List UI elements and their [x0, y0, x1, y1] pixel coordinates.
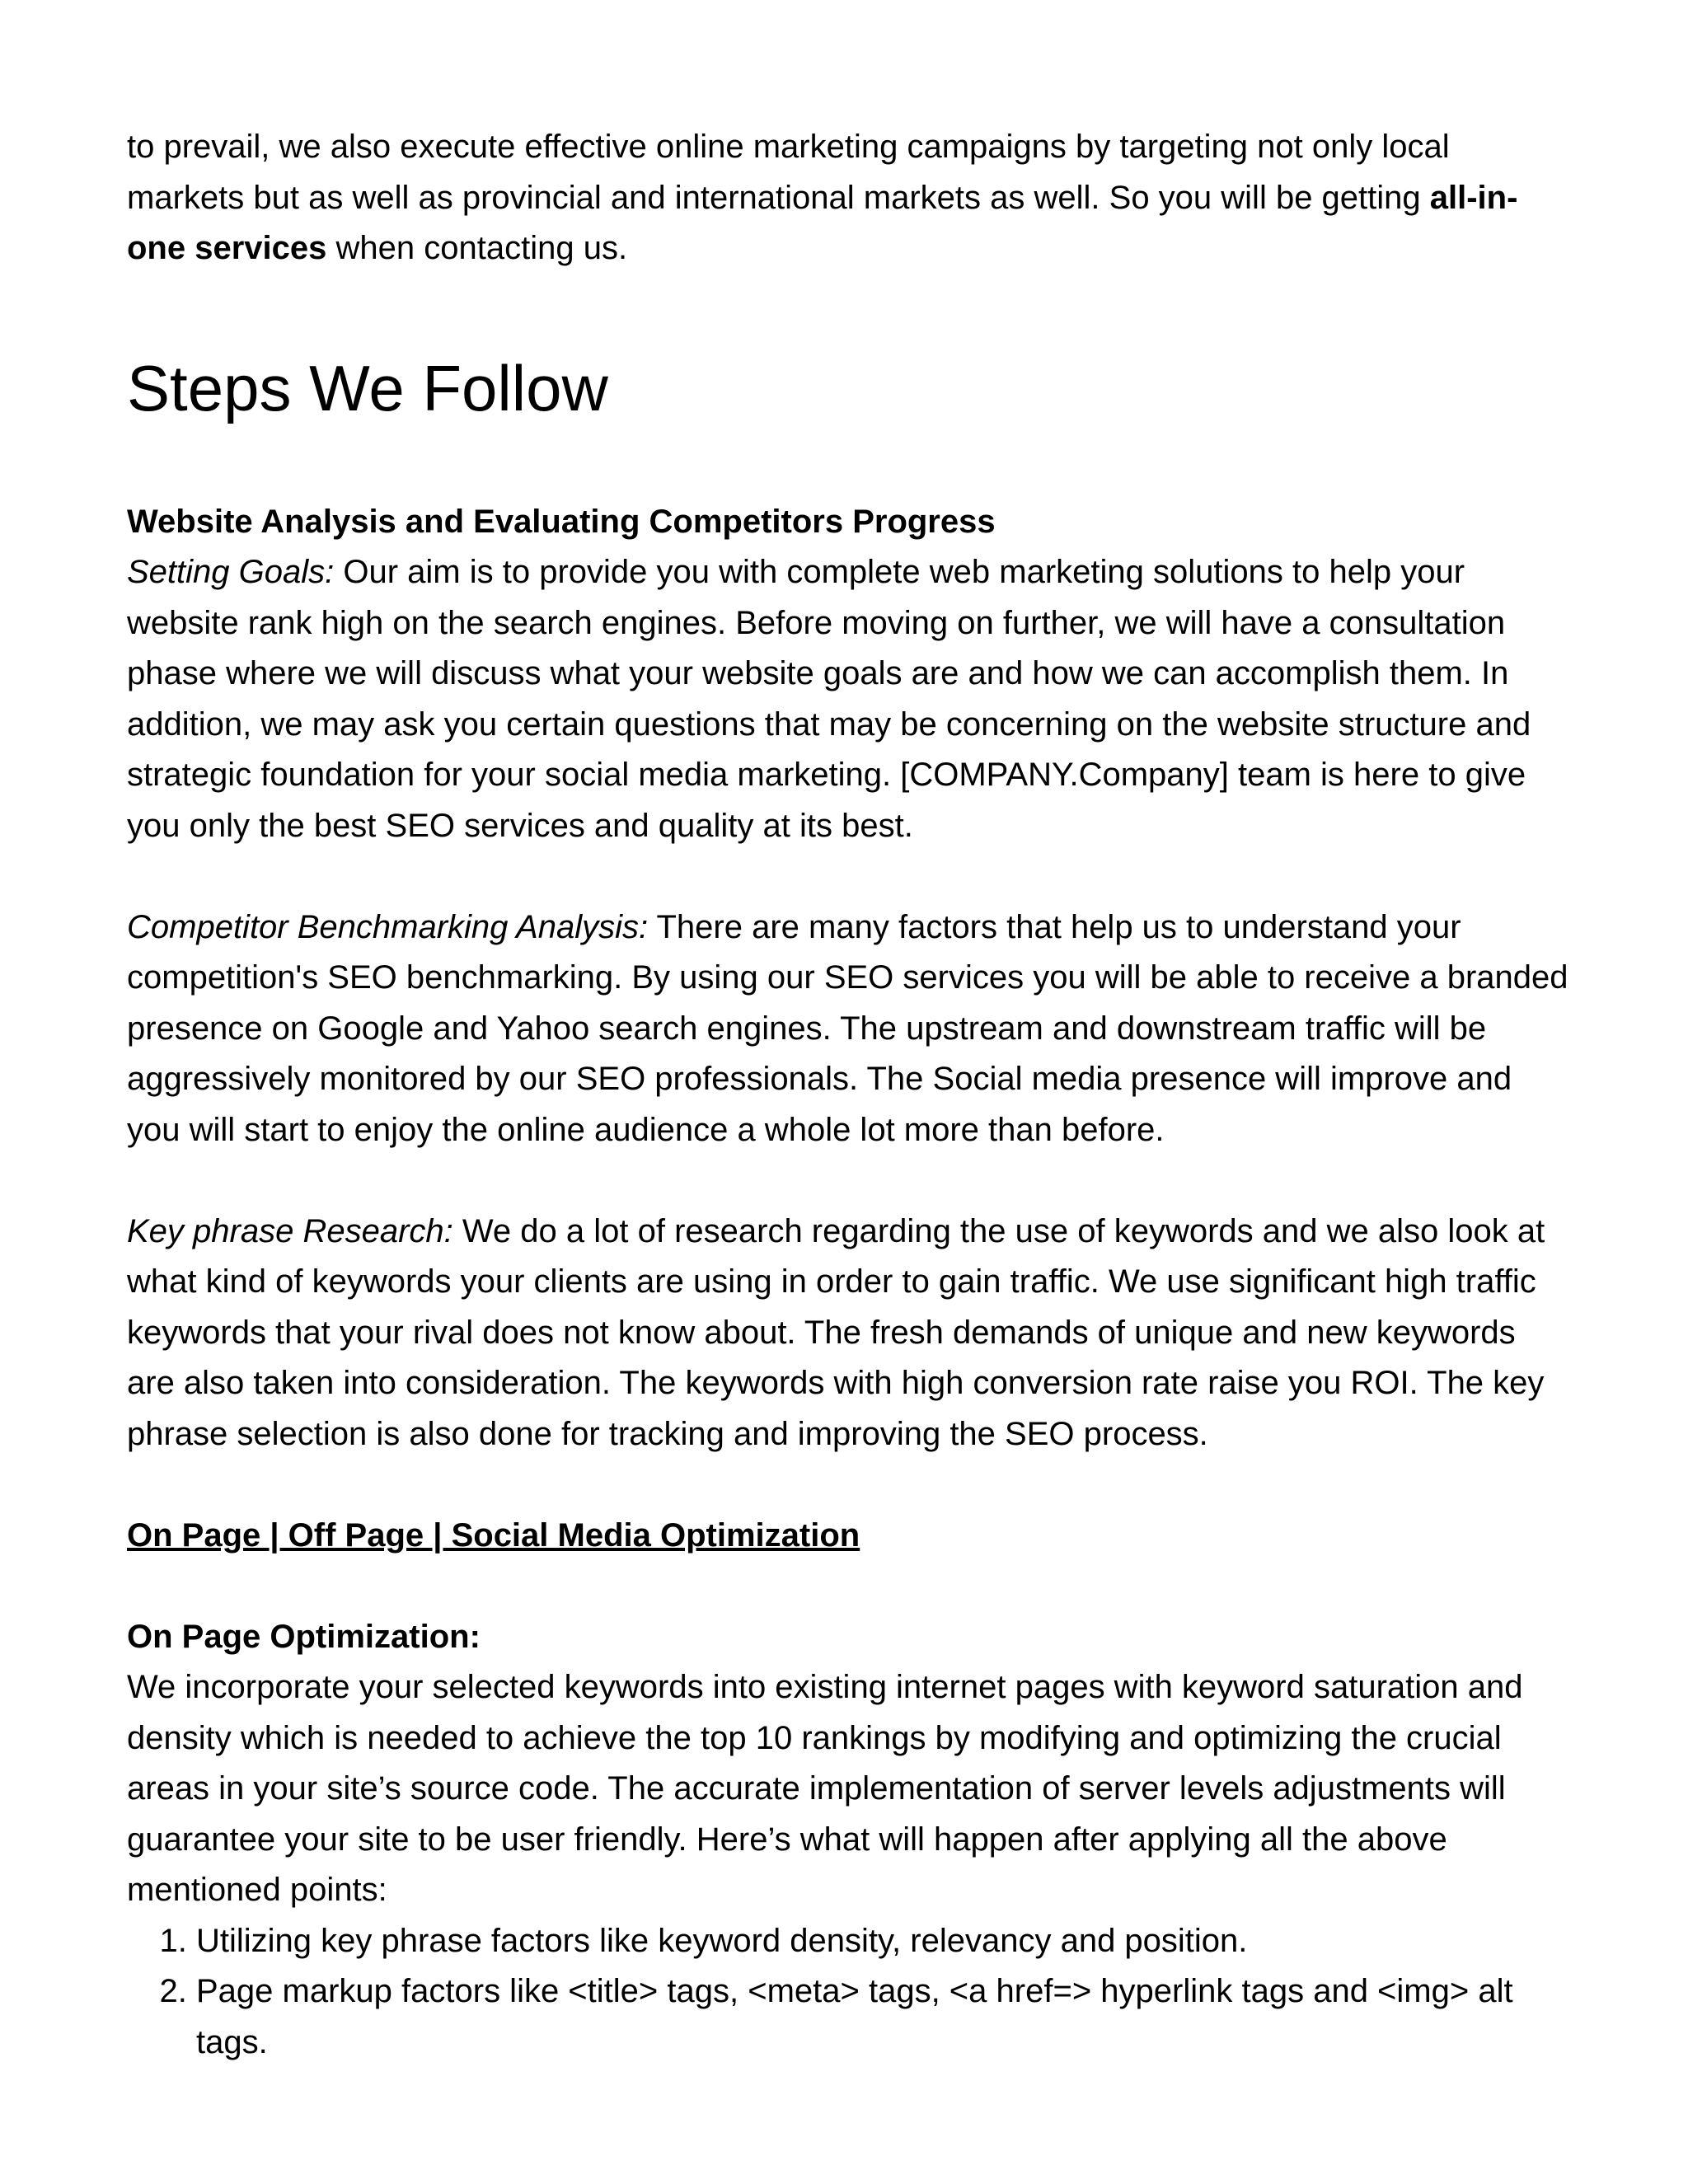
intro-paragraph [127, 122, 1569, 274]
intro-text-end: when contacting us. [326, 230, 628, 266]
intro-bold-phrase: all-in-one services [127, 179, 1518, 266]
list-item: 1. Utilizing key phrase factors like keyword density, relevancy and position. [196, 1916, 1569, 1967]
intro-text: to prevail, we also execute effective online marketing campaigns by targeting not only local markets but as well as provincial and international markets as well. So you will be getting [127, 129, 1450, 216]
section-title-on-page: On Page Optimization: [127, 1618, 481, 1655]
lead-benchmarking: Competitor Benchmarking Analysis: [127, 908, 649, 945]
optimization-section-heading: On Page | Off Page | Social Media Optimization [127, 1516, 860, 1554]
text-keyphrase-research: We do a lot of research regarding the use of keywords and we also look at what kind of keywords your clients are using in order to gain traffic. We use significant high traffic keywords that your rival does not know about. The fresh demands of unique and new keywords are also taken into consideration. The keywords with high conversion rate raise you ROI. The key phrase selection is also done for tracking and improving the SEO process. [127, 1212, 1545, 1452]
lead-setting-goals: Setting Goals: [127, 554, 335, 590]
lead-keyphrase-research: Key phrase Research: [127, 1212, 453, 1249]
text-setting-goals: Our aim is to provide you with complete web marketing solutions to help your website rank high on the search engines. Before moving on further, we will have a consultation phase where we will discuss what your website goals are and how we can accomplish them. In addition, we may ask you certain questions that may be concerning on the website structure and strategic foundation for your social media marketing. [COMPANY.Company] team is here to give you only the best SEO services and quality at its best. [127, 554, 1531, 844]
text-benchmarking: There are many factors that help us to understand your competition's SEO benchmarking. By using our SEO services you will be able to receive a branded presence on Google and Yahoo search engines. The upstream and downstream traffic will be aggressively monitored by our SEO professionals. The Social media presence will improve and you will start to enjoy the online audience a whole lot more than before. [127, 908, 1568, 1148]
paragraph-on-page: We incorporate your selected keywords into existing internet pages with keyword saturation and density which is needed to achieve the top 10 rankings by modifying and optimizing the crucial areas in your site’s source code. The accurate implementation of server levels adjustments will guarantee your site to be user friendly. Here’s what will happen after applying all the above mentioned points: [127, 1669, 1523, 1908]
paragraph-setting-goals [127, 547, 1569, 851]
section-title-website-analysis: Website Analysis and Evaluating Competitors Progress [127, 503, 996, 540]
document-page [127, 122, 1569, 2068]
on-page-list [127, 1916, 1569, 2069]
paragraph-keyphrase-research [127, 1207, 1569, 1460]
page-heading: Steps We Follow [127, 351, 608, 424]
paragraph-benchmarking [127, 902, 1569, 1156]
list-item: 2. Page markup factors like <title> tags, <meta> tags, <a href=> hyperlink tags and <img> alt tags. [196, 1966, 1569, 2068]
